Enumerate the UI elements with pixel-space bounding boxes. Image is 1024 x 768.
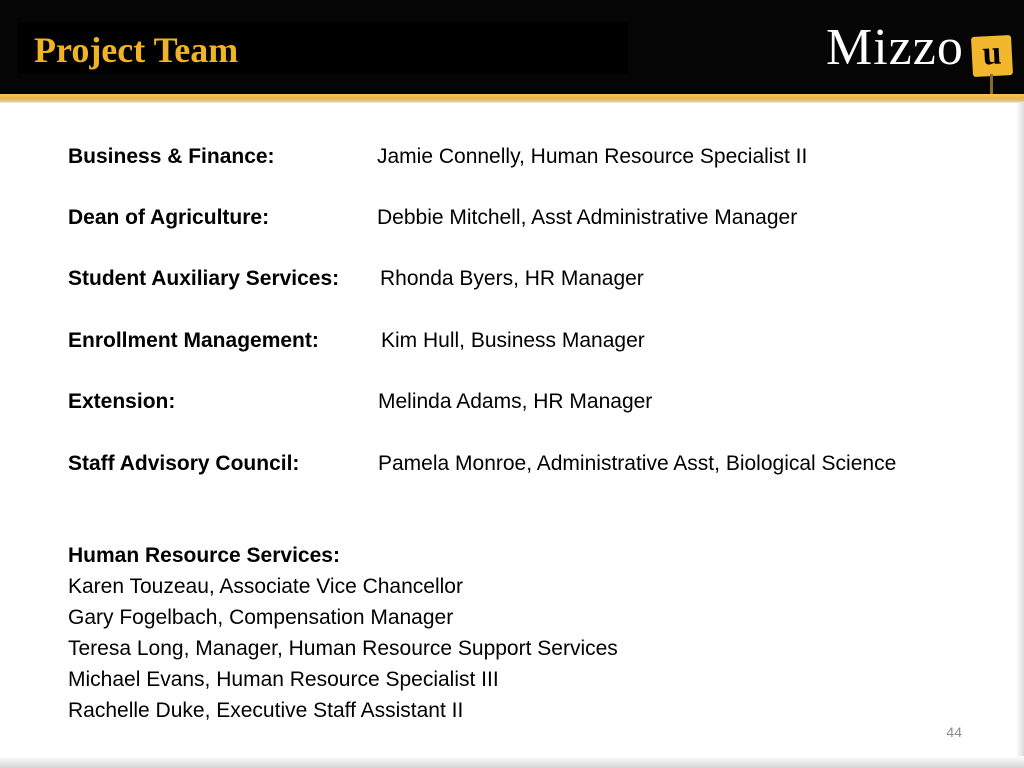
slide-bottom-shadow	[0, 756, 1024, 768]
hr-services-block	[68, 540, 768, 726]
hr-member: Karen Touzeau, Associate Vice Chancellor	[68, 575, 463, 598]
slide-edge-shadow	[1016, 103, 1024, 768]
team-member-value: Kim Hull, Business Manager	[381, 329, 645, 352]
team-unit-label: Student Auxiliary Services:	[68, 267, 340, 290]
hr-member: Gary Fogelbach, Compensation Manager	[68, 606, 454, 629]
team-unit-label: Enrollment Management:	[68, 329, 319, 352]
logo-sign-letter: u	[981, 34, 1003, 73]
team-member-value: Jamie Connelly, Human Resource Specialist II	[377, 145, 808, 168]
hr-member: Teresa Long, Manager, Human Resource Support Services	[68, 637, 618, 660]
gold-divider	[0, 94, 1024, 103]
team-unit-label: Dean of Agriculture:	[68, 206, 270, 229]
team-unit-label: Staff Advisory Council:	[68, 452, 300, 475]
page-number: 44	[946, 724, 962, 740]
team-unit-label: Business & Finance:	[68, 145, 275, 168]
hr-services-heading: Human Resource Services:	[68, 544, 340, 567]
header-bar	[0, 0, 1024, 94]
team-member-value: Melinda Adams, HR Manager	[378, 390, 653, 413]
team-unit-label: Extension:	[68, 390, 176, 413]
team-member-value: Rhonda Byers, HR Manager	[380, 267, 644, 290]
slide-title: Project Team	[34, 30, 239, 70]
hr-member: Rachelle Duke, Executive Staff Assistant II	[68, 699, 464, 722]
team-member-value: Pamela Monroe, Administrative Asst, Biological Science	[378, 452, 897, 475]
mizzou-logo	[784, 0, 1024, 100]
hr-member: Michael Evans, Human Resource Specialist III	[68, 668, 499, 691]
logo-wordmark: Mizzo	[826, 19, 964, 76]
logo-sign-icon	[971, 35, 1013, 77]
team-member-value: Debbie Mitchell, Asst Administrative Manager	[377, 206, 798, 229]
